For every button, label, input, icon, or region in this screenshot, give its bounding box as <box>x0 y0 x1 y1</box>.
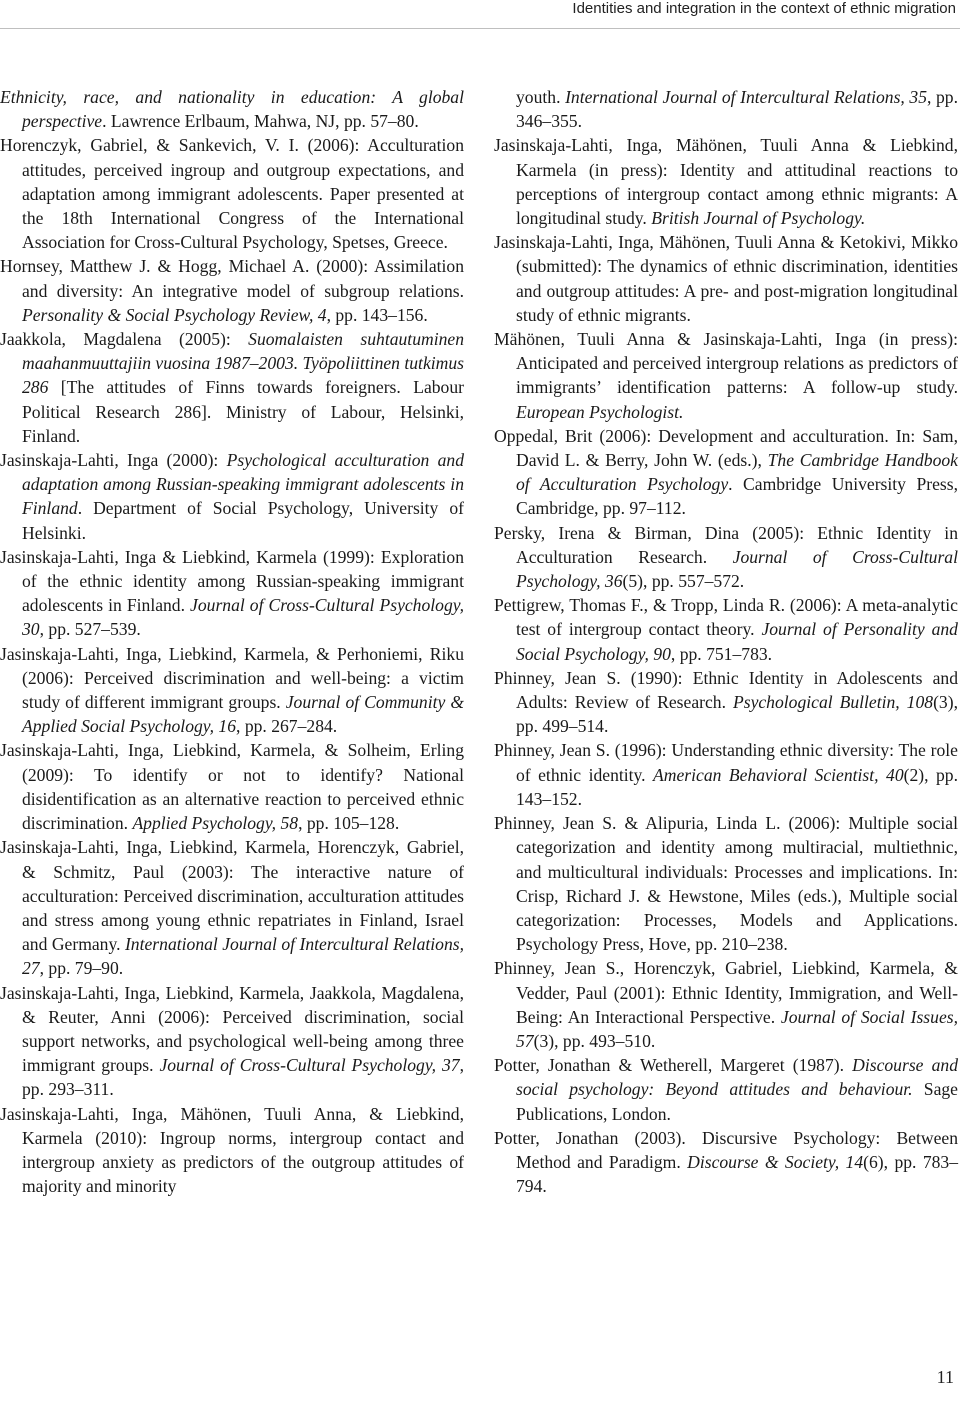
reference-italic-text: International Journal of Intercultural Relations, 35 <box>565 87 928 107</box>
reference-italic-text: Journal of Social Issues, 57 <box>516 1006 958 1051</box>
reference-entry <box>0 545 464 642</box>
reference-column-right <box>494 85 958 1198</box>
header-divider <box>0 28 960 29</box>
reference-italic-text: Personality & Social Psychology Review, 4 <box>22 304 327 325</box>
reference-entry <box>494 666 958 739</box>
reference-entry <box>494 738 958 811</box>
reference-text: , pp. 293–311. <box>22 1055 464 1100</box>
reference-text: Jasinskaja-Lahti, Inga, Mähönen, Tuuli Anna & Ketokivi, Mikko (submitted): The dynamics of ethnic discrimination, identities and outgroup attitudes: A pre- and post-migration longitudinal study of ethnic migrants. <box>494 232 958 325</box>
reference-entry <box>494 956 958 1053</box>
reference-entry <box>494 1126 958 1199</box>
reference-entry <box>494 1053 958 1126</box>
reference-text: Persky, Irena & Birman, Dina (2005): Ethnic Identity in Acculturation Research. <box>494 522 958 567</box>
reference-text: Phinney, Jean S. (1996): Understanding ethnic diversity: The role of ethnic identity. <box>494 740 958 785</box>
reference-text: [The attitudes of Finns towards foreigners. Labour Political Research 286]. Ministry of Labour, Helsinki, Finland. <box>22 377 464 446</box>
reference-text: . Lawrence Erlbaum, Mahwa, NJ, pp. 57–80. <box>102 111 419 132</box>
reference-italic-text: Discourse & Society, 14 <box>687 1151 864 1172</box>
reference-entry <box>494 521 958 594</box>
reference-entry <box>494 424 958 521</box>
reference-entry <box>0 327 464 448</box>
reference-text: (6), pp. 783–794. <box>516 1151 959 1197</box>
reference-italic-text: American Behavioral Scientist, 40 <box>653 764 904 785</box>
reference-italic-text: Journal of Cross-Cultural Psychology, 30 <box>22 595 464 640</box>
reference-text: (3), pp. 499–514. <box>516 692 958 737</box>
reference-italic-text: Applied Psychology, 58 <box>132 813 299 834</box>
reference-text: Jasinskaja-Lahti, Inga, Mähönen, Tuuli Anna, & Liebkind, Karmela (2010): Ingroup norms, intergroup contact and intergroup anxiety as predictors of the outgroup attitudes of majority and minority <box>0 1103 464 1197</box>
reference-italic-text: Journal of Cross-Cultural Psychology, 37 <box>159 1055 460 1076</box>
reference-entry <box>0 642 464 739</box>
reference-italic-text: British Journal of Psychology. <box>651 208 866 229</box>
running-title: Identities and integration in the context of ethnic migration <box>572 0 956 17</box>
reference-text: Potter, Jonathan (2003). Discursive Psychology: Between Method and Paradigm. <box>494 1127 958 1172</box>
reference-entry <box>0 738 464 835</box>
reference-text: (2), pp. 143–152. <box>516 764 958 809</box>
reference-italic-text: Discourse and social psychology: Beyond attitudes and behaviour. <box>516 1055 958 1100</box>
reference-text: , pp. 346–355. <box>516 87 958 132</box>
reference-text: , pp. 79–90. <box>39 958 124 979</box>
reference-italic-text: Suomalaisten suhtautuminen maahanmuuttajiin vuosina 1987–2003. Työpoliittinen tutkimus 286 <box>22 329 464 398</box>
reference-text: Hornsey, Matthew J. & Hogg, Michael A. (2000): Assimilation and diversity: An integrative model of subgroup relations. <box>0 256 464 301</box>
reference-text: Phinney, Jean S. (1990): Ethnic Identity in Adolescents and Adults: Review of Research. <box>494 667 958 713</box>
reference-text: Oppedal, Brit (2006): Development and acculturation. In: Sam, David L. & Berry, John W. (eds.), <box>494 425 958 471</box>
reference-text: Jasinskaja-Lahti, Inga, Liebkind, Karmela, Jaakkola, Magdalena, & Reuter, Anni (2006): Perceived discrimination, social support networks, and psychological well-being among three immigrant groups. <box>0 982 464 1076</box>
running-header <box>0 0 960 20</box>
reference-entry <box>494 593 958 666</box>
reference-text: (5), pp. 557–572. <box>622 571 745 592</box>
reference-italic-text: European Psychologist. <box>516 401 684 422</box>
reference-entry <box>494 133 958 230</box>
reference-entry <box>0 1102 464 1199</box>
reference-text: Horenczyk, Gabriel, & Sankevich, V. I. (2006): Acculturation attitudes, perceived ingroup and outgroup expectations, and adaptation among immigrant adolescents. Paper presented at the 18th International Congress of the International Association for Cross-Cultural Psychology, Spetses, Greece. <box>0 135 464 253</box>
reference-entry <box>0 85 464 133</box>
reference-text: Jasinskaja-Lahti, Inga, Liebkind, Karmela, & Perhoniemi, Riku (2006): Perceived discrimination and well-being: a victim study of different immigrant groups. <box>0 643 464 713</box>
page-number: 11 <box>936 1367 954 1387</box>
reference-text: Jaakkola, Magdalena (2005): <box>0 329 249 350</box>
reference-entry <box>0 981 464 1102</box>
reference-italic-text: Journal of Community & Applied Social Psychology, 16 <box>22 692 465 737</box>
reference-italic-text: Ethnicity, race, and nationality in education: A global perspective <box>0 87 464 132</box>
reference-text: Jasinskaja-Lahti, Inga, Mähönen, Tuuli Anna & Liebkind, Karmela (in press): Identity and attitudinal reactions to perceptions of intergroup contact among ethnic migrants: A longitudinal study. <box>494 135 958 229</box>
reference-column-left <box>0 85 464 1198</box>
reference-italic-text: Psychological Bulletin, 108 <box>732 692 934 713</box>
reference-italic-text: Psychological acculturation and adaptation among Russian-speaking immigrant adolescents in Finland <box>22 450 464 519</box>
reference-text: Jasinskaja-Lahti, Inga & Liebkind, Karmela (1999): Exploration of the ethnic identity among Russian-speaking immigrant adolescents in Finland. <box>0 546 464 616</box>
reference-entry <box>0 254 464 327</box>
reference-entry <box>494 85 958 133</box>
reference-text: (3), pp. 493–510. <box>533 1030 656 1051</box>
reference-text: . Department of Social Psychology, University of Helsinki. <box>22 498 464 543</box>
reference-entry <box>494 230 958 327</box>
reference-text: Jasinskaja-Lahti, Inga, Liebkind, Karmela, Horenczyk, Gabriel, & Schmitz, Paul (2003): The interactive nature of acculturation: Perceived discrimination, acculturation attitudes and stress among young ethnic repatriates in Finland, Israel and Germany. <box>0 837 464 955</box>
reference-text: Mähönen, Tuuli Anna & Jasinskaja-Lahti, Inga (in press): Anticipated and perceived intergroup relations as predictors of immigrants’ identification patterns: A follow-up study. <box>494 329 958 398</box>
reference-entry <box>0 448 464 545</box>
reference-text: Jasinskaja-Lahti, Inga (2000): <box>0 450 227 471</box>
reference-italic-text: International Journal of Intercultural Relations, 27 <box>22 934 464 979</box>
reference-text: , pp. 143–156. <box>326 304 428 325</box>
reference-text: youth. <box>516 87 566 107</box>
reference-text: , pp. 105–128. <box>298 813 400 834</box>
reference-entry <box>494 811 958 956</box>
reference-text: Sage Publications, London. <box>516 1079 958 1124</box>
reference-text: , pp. 527–539. <box>39 619 141 640</box>
reference-italic-text: Journal of Cross-Cultural Psychology, 36 <box>516 546 958 592</box>
reference-text: , pp. 267–284. <box>236 716 338 737</box>
reference-text: Phinney, Jean S. & Alipuria, Linda L. (2006): Multiple social categorization and identity among multiracial, multiethnic, and multicultural individuals: Processes and implications. In: Crisp, Richard J. & Hewstone, Miles (eds.), Multiple social categorization: Processes, Models and Applications. Psychology Press, Hove, pp. 210–238. <box>494 813 958 955</box>
reference-text: Phinney, Jean S., Horenczyk, Gabriel, Liebkind, Karmela, & Vedder, Paul (2001): Ethnic Identity, Immigration, and Well-Being: An Interactional Perspective. <box>494 958 958 1027</box>
reference-text: , pp. 751–783. <box>670 643 773 664</box>
reference-text: . Cambridge University Press, Cambridge, pp. 97–112. <box>516 474 958 519</box>
reference-text: Pettigrew, Thomas F., & Tropp, Linda R. (2006): A meta-analytic test of intergroup contact theory. <box>494 595 958 640</box>
reference-text: Potter, Jonathan & Wetherell, Margeret (1987). <box>494 1055 853 1076</box>
reference-italic-text: Journal of Personality and Social Psychology, 90 <box>516 619 958 664</box>
reference-entry <box>494 327 958 424</box>
reference-entry <box>0 133 464 254</box>
reference-entry <box>0 835 464 980</box>
reference-italic-text: The Cambridge Handbook of Acculturation Psychology <box>516 450 958 495</box>
reference-text: Jasinskaja-Lahti, Inga, Liebkind, Karmela, & Solheim, Erling (2009): To identify or not to identify? National disidentification as an alternative reaction to perceived ethnic discrimination. <box>0 740 464 834</box>
